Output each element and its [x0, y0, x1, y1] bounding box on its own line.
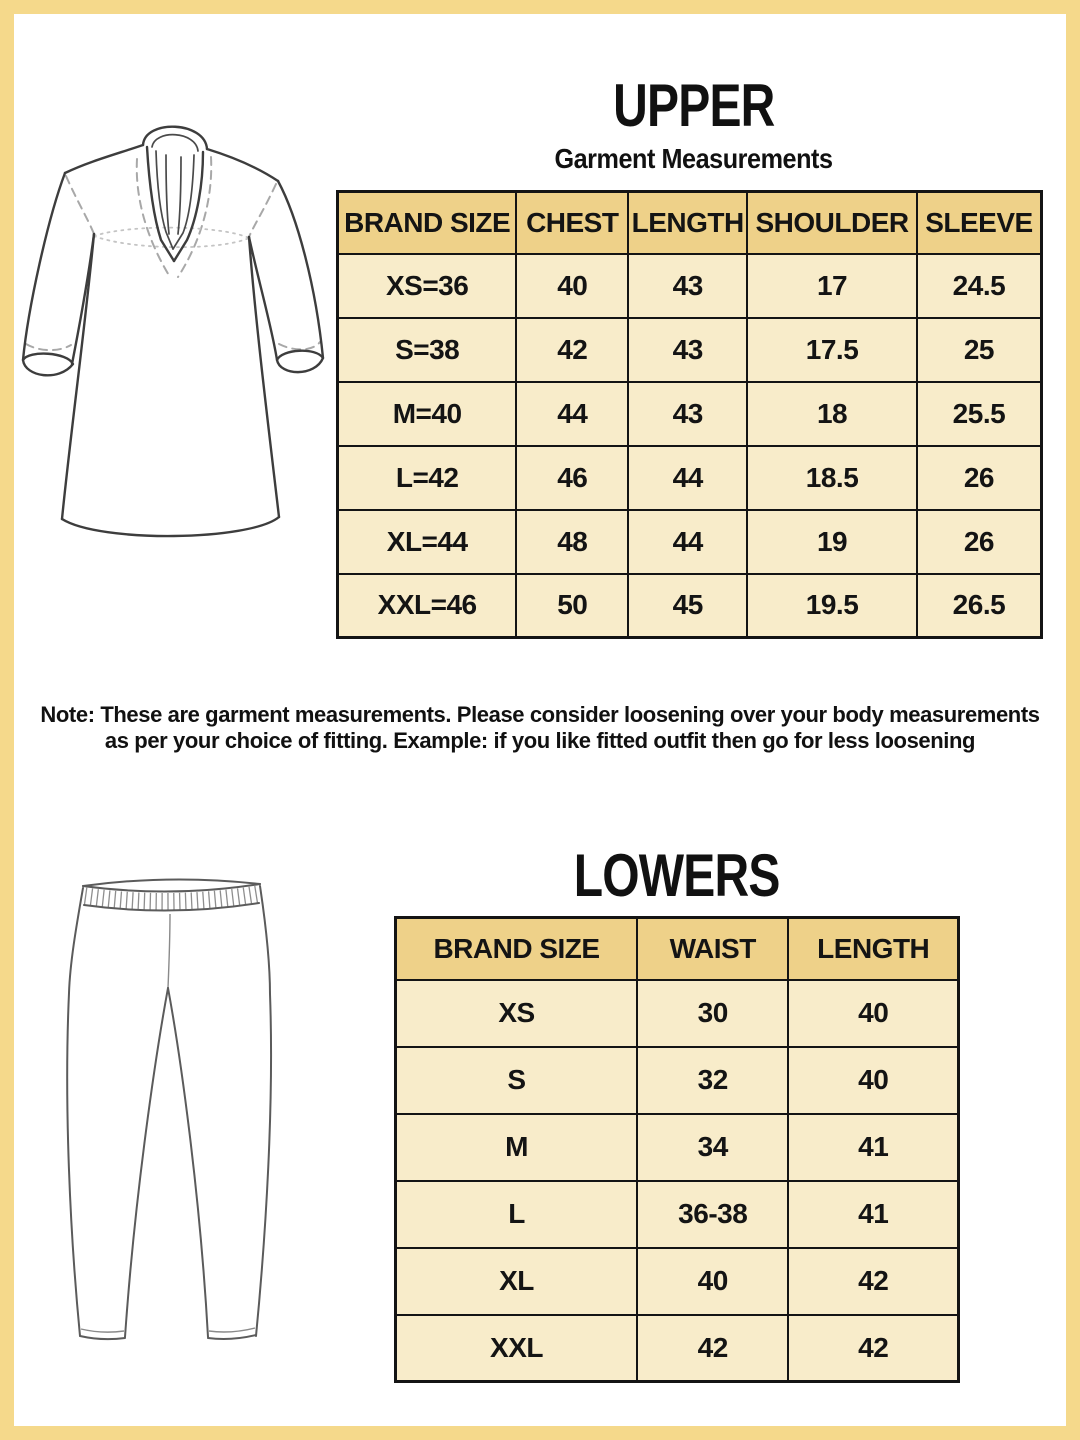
measurement-cell: 40: [516, 254, 628, 318]
measurement-cell: 41: [788, 1181, 958, 1248]
size-cell: XS=36: [338, 254, 517, 318]
column-header: WAIST: [637, 918, 788, 980]
size-cell: XXL: [396, 1315, 638, 1382]
measurement-cell: 43: [628, 382, 747, 446]
measurement-cell: 19: [747, 510, 917, 574]
measurement-cell: 44: [628, 446, 747, 510]
measurement-cell: 17: [747, 254, 917, 318]
pants-illustration: [28, 858, 360, 1420]
column-header: LENGTH: [788, 918, 958, 980]
upper-subtitle-text: Garment Measurements: [554, 143, 834, 174]
table-row: [338, 318, 1042, 382]
upper-section-title: [344, 72, 1044, 139]
measurement-cell: 48: [516, 510, 628, 574]
table-row: [338, 574, 1042, 638]
lowers-section-title: [394, 842, 960, 909]
table-row: [396, 980, 959, 1047]
lowers-size-table: [394, 916, 960, 1383]
measurement-cell: 26: [917, 510, 1042, 574]
measurement-cell: 42: [516, 318, 628, 382]
table-row: [338, 382, 1042, 446]
size-cell: XS: [396, 980, 638, 1047]
column-header: SLEEVE: [917, 192, 1042, 254]
column-header: SHOULDER: [747, 192, 917, 254]
size-cell: S=38: [338, 318, 517, 382]
size-cell: XL: [396, 1248, 638, 1315]
measurement-cell: 42: [788, 1248, 958, 1315]
measurement-cell: 40: [788, 1047, 958, 1114]
column-header: CHEST: [516, 192, 628, 254]
size-cell: S: [396, 1047, 638, 1114]
table-row: [396, 1114, 959, 1181]
kurta-illustration: [15, 103, 345, 655]
note-text: [40, 702, 1040, 754]
upper-subtitle: [344, 145, 1044, 173]
measurement-cell: 25: [917, 318, 1042, 382]
size-cell: XL=44: [338, 510, 517, 574]
measurement-cell: 42: [637, 1315, 788, 1382]
measurement-cell: 17.5: [747, 318, 917, 382]
measurement-cell: 26.5: [917, 574, 1042, 638]
note-line-1: Note: These are garment measurements. Please consider loosening over your body measurements: [40, 702, 1040, 727]
table-row: [396, 1315, 959, 1382]
measurement-cell: 42: [788, 1315, 958, 1382]
column-header: LENGTH: [628, 192, 747, 254]
measurement-cell: 19.5: [747, 574, 917, 638]
measurement-cell: 46: [516, 446, 628, 510]
measurement-cell: 40: [637, 1248, 788, 1315]
measurement-cell: 45: [628, 574, 747, 638]
measurement-cell: 36-38: [637, 1181, 788, 1248]
measurement-cell: 34: [637, 1114, 788, 1181]
table-row: [338, 254, 1042, 318]
measurement-cell: 24.5: [917, 254, 1042, 318]
measurement-cell: 26: [917, 446, 1042, 510]
table-row: [396, 1181, 959, 1248]
measurement-cell: 43: [628, 318, 747, 382]
table-header-row: [396, 918, 959, 980]
measurement-cell: 44: [516, 382, 628, 446]
measurement-cell: 50: [516, 574, 628, 638]
note-line-2: as per your choice of fitting. Example: if you like fitted outfit then go for less loosening: [104, 728, 976, 753]
measurement-cell: 30: [637, 980, 788, 1047]
measurement-cell: 43: [628, 254, 747, 318]
column-header: BRAND SIZE: [396, 918, 638, 980]
measurement-cell: 18.5: [747, 446, 917, 510]
size-cell: L=42: [338, 446, 517, 510]
size-cell: M=40: [338, 382, 517, 446]
column-header: BRAND SIZE: [338, 192, 517, 254]
size-cell: L: [396, 1181, 638, 1248]
table-row: [396, 1248, 959, 1315]
measurement-cell: 44: [628, 510, 747, 574]
measurement-cell: 18: [747, 382, 917, 446]
table-row: [338, 510, 1042, 574]
measurement-cell: 40: [788, 980, 958, 1047]
upper-title-text: UPPER: [613, 72, 775, 139]
size-cell: XXL=46: [338, 574, 517, 638]
measurement-cell: 32: [637, 1047, 788, 1114]
size-cell: M: [396, 1114, 638, 1181]
measurement-cell: 25.5: [917, 382, 1042, 446]
table-header-row: [338, 192, 1042, 254]
measurement-cell: 41: [788, 1114, 958, 1181]
table-row: [338, 446, 1042, 510]
upper-size-table: [336, 190, 1043, 639]
table-row: [396, 1047, 959, 1114]
lowers-title-text: LOWERS: [574, 842, 780, 909]
